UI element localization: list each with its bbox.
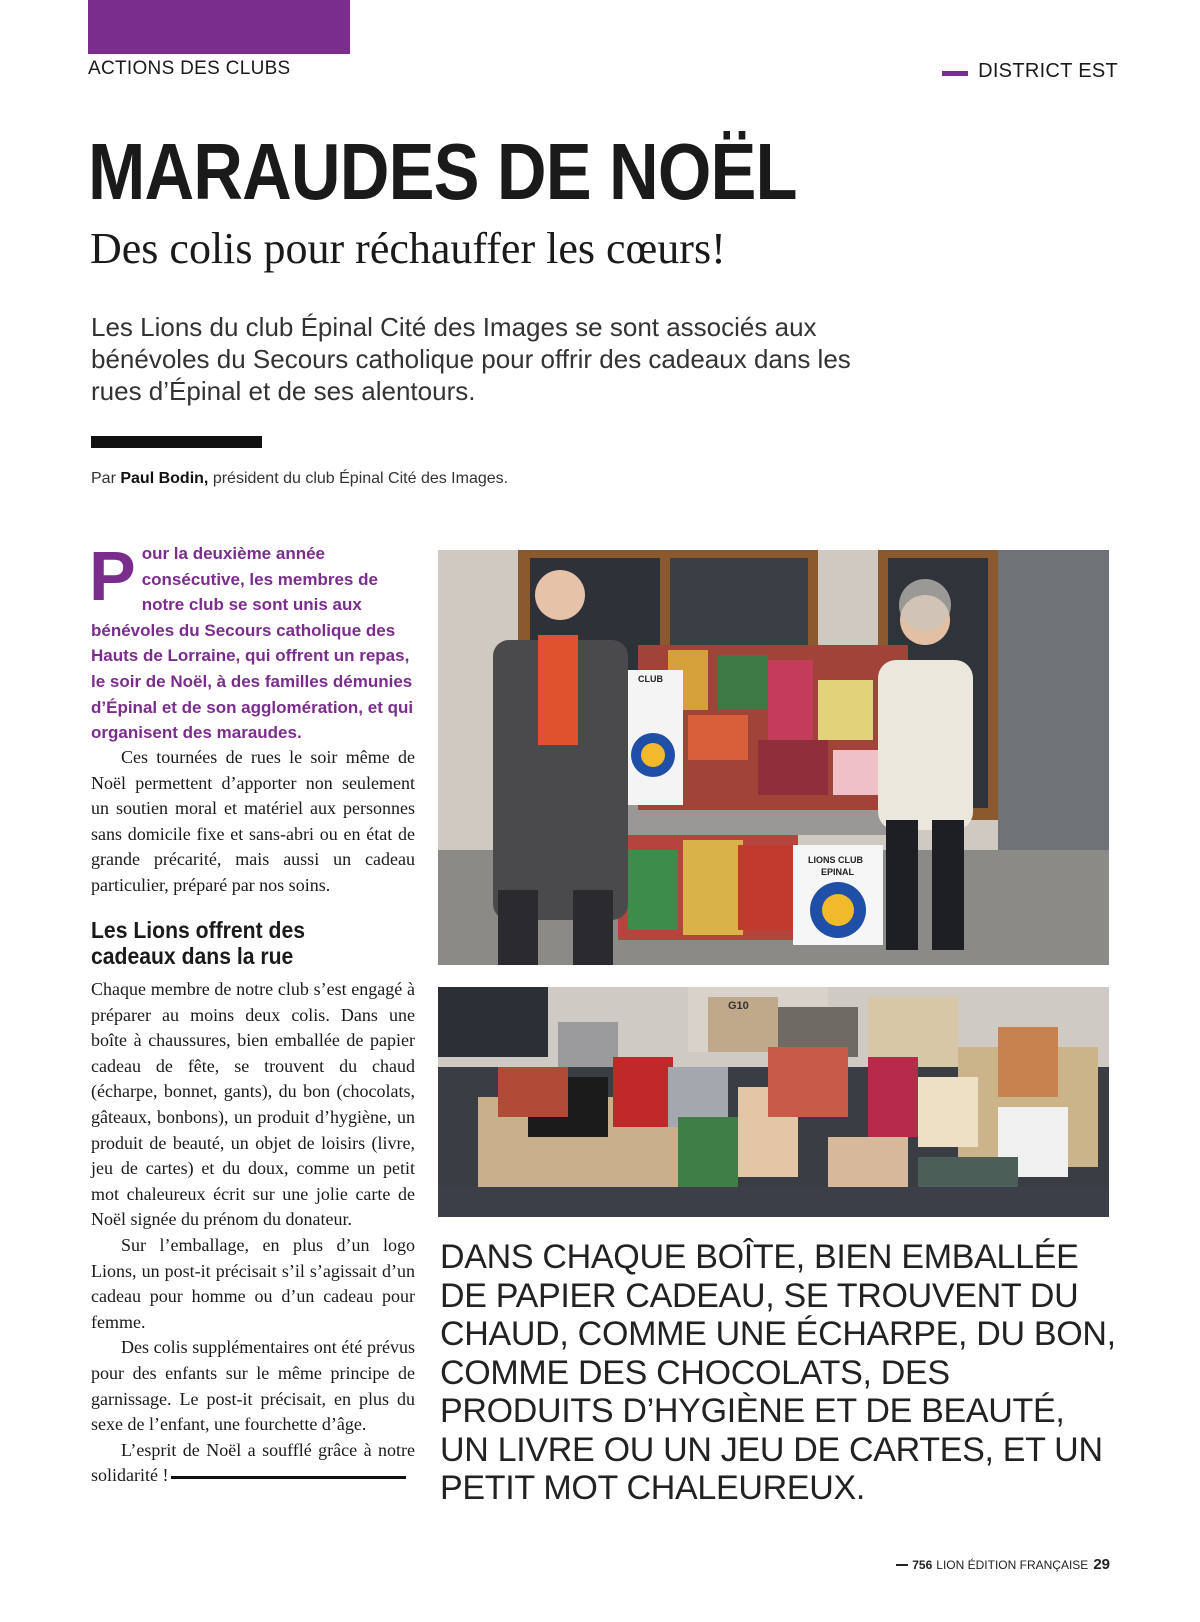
- byline-author: Paul Bodin,: [120, 470, 209, 487]
- body-paragraph: Chaque membre de notre club s’est engagé à préparer au moins deux colis. Dans une boîte à chaussures, bien emballée de papier cadeau de fête, se trouvent du chaud (écharpe, bonnet, gants), du bon (chocolats, gâteaux, bonbons), un produit d’hygiène, un produit de beauté, un objet de loisirs (livre, jeu de cartes) et du doux, comme un petit mot chaleureux écrit sur une jolie carte de Noël signée du prénom du donateur.: [91, 979, 415, 1230]
- publication-name: LION ÉDITION FRANÇAISE: [936, 1557, 1089, 1572]
- body-paragraph: Ces tournées de rues le soir même de Noël permettent d’apporter non seulement un soutien moral et matériel aux personnes sans domicile fixe et sans-abri ou en état de grande précarité, mais aussi un cadeau particulier, préparé par nos soins.: [91, 747, 415, 895]
- lede-paragraph: [89, 537, 415, 746]
- article-title: MARAUDES DE NOËL: [88, 127, 797, 216]
- issue-number: 756: [912, 1557, 933, 1572]
- left-sign-text: CLUB: [638, 674, 663, 684]
- sign-text-2: EPINAL: [821, 867, 855, 877]
- sign-text-1: LIONS CLUB: [808, 855, 863, 865]
- district-label: [942, 60, 1118, 83]
- byline-role: président du club Épinal Cité des Images.: [212, 470, 509, 487]
- photo-gift-boxes: [438, 987, 1109, 1217]
- page-footer: [896, 1556, 1110, 1573]
- body-paragraph: Sur l’emballage, en plus d’un logo Lions, un post-it précisait s’il s’agissait d’un cadeau pour homme ou d’un cadeau pour femme.: [91, 1234, 415, 1332]
- pull-quote: DANS CHAQUE BOÎTE, BIEN EMBALLÉE DE PAPIER CADEAU, SE TROUVENT DU CHAUD, COMME UNE ÉCHARPE, DU BON, COMME DES CHOCOLATS, DES PRODUITS D’HYGIÈNE ET DE BEAUTÉ, UN LIVRE OU UN JEU DE CARTES, ET UN PETIT MOT CHALEUREUX.: [440, 1238, 1116, 1507]
- section-color-bar: [88, 0, 350, 54]
- body-column-top: [91, 745, 415, 899]
- drop-cap: P: [89, 537, 136, 615]
- end-rule: [171, 1476, 406, 1479]
- box-label-text: G10: [728, 1000, 749, 1012]
- closing-text: L’esprit de Noël a soufflé grâce à notre solidarité !: [91, 1439, 415, 1486]
- body-paragraph: Des colis supplémentaires ont été prévus pour des enfants sur le même principe de garnissage. Le post-it précisait, en plus du sexe de l’enfant, une fourchette d’âge.: [91, 1337, 415, 1435]
- photo-members-with-gifts: [438, 550, 1109, 965]
- district-dash: [942, 71, 968, 76]
- byline-prefix: Par: [91, 470, 116, 487]
- district-text: DISTRICT EST: [978, 60, 1118, 82]
- body-column-bottom: [91, 977, 415, 1489]
- page-number: 29: [1093, 1556, 1110, 1573]
- article-subtitle: Des colis pour réchauffer les cœurs!: [90, 224, 726, 273]
- lede-text: our la deuxième année consécutive, les membres de notre club se sont unis aux bénévoles du Secours catholique des Hauts de Lorraine, qui offrent un repas, le soir de Noël, à des familles démunies d’Épinal et de son agglomération, et qui organisent des maraudes.: [91, 544, 414, 743]
- footer-dash: [896, 1564, 908, 1566]
- body-paragraph-last: [91, 1438, 415, 1489]
- intro-rule: [91, 436, 262, 448]
- article-intro: Les Lions du club Épinal Cité des Images se sont associés aux bénévoles du Secours catholique pour offrir des cadeaux dans les rues d’Épinal et de ses alentours.: [91, 312, 851, 406]
- byline: [91, 470, 508, 488]
- article-subhead: Les Lions offrent des cadeaux dans la rue: [91, 917, 305, 969]
- section-label: ACTIONS DES CLUBS: [88, 58, 291, 79]
